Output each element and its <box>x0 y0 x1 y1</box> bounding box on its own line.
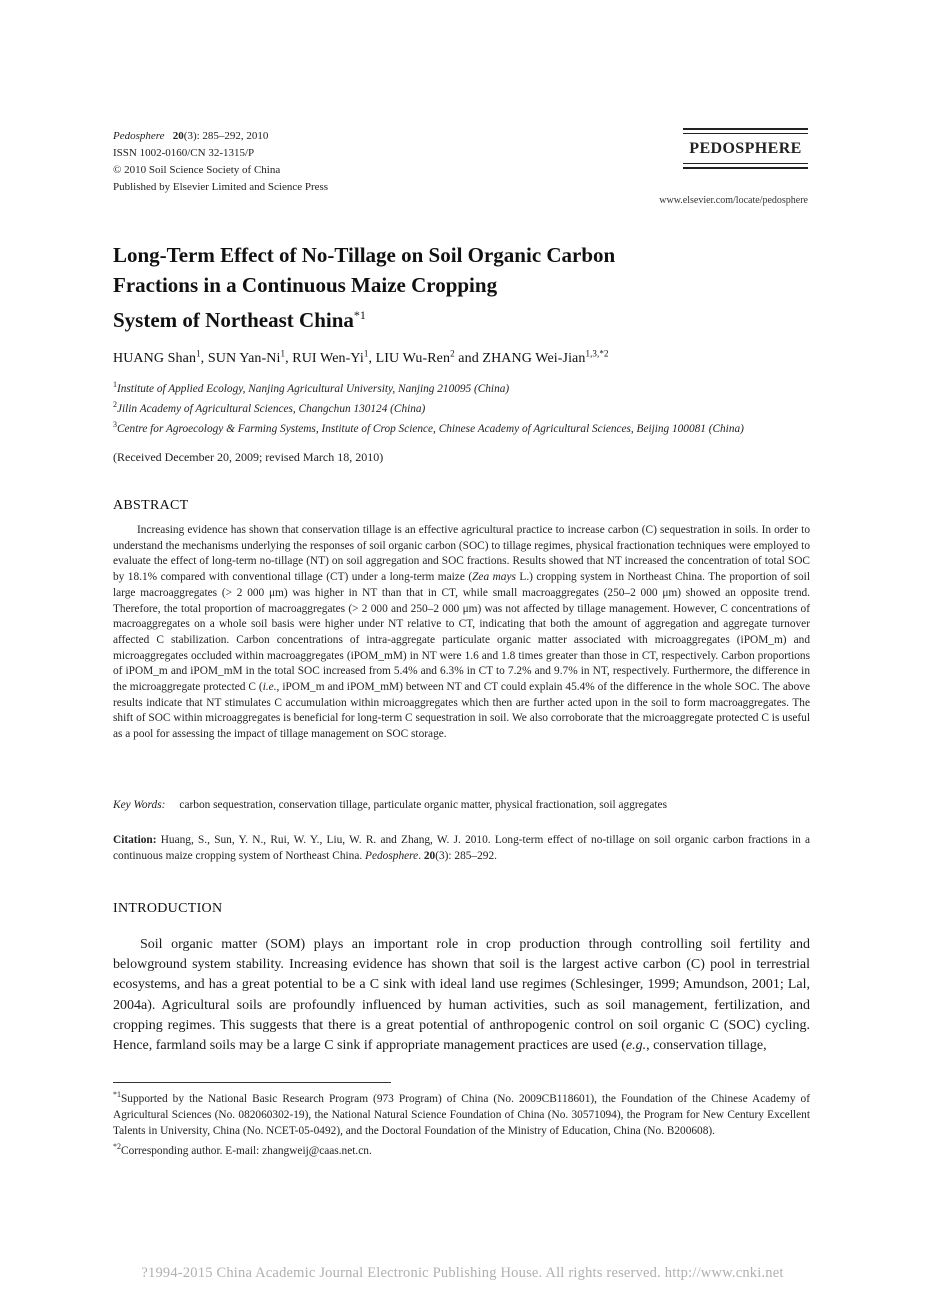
keywords-text: carbon sequestration, conservation tillage, particulate organic matter, physical fractionation, soil aggregates <box>179 799 667 811</box>
introduction-text: Soil organic matter (SOM) plays an important role in crop production through controlling soil fertility and belowground system stability. Increasing evidence has shown that soil is the largest active carbon (C) pool in terrestrial ecosystems, and has a great potential to be a C sink with ideal land use regimes (Schlesinger, 1999; Amundson, 2001; Lal, 2004a). Agricultural soils are profoundly influenced by human activities, such as soil management, fertilization, and cropping regimes. This suggests that there is a great potential of anthropogenic control on soil organic C (SOC) cycling. Hence, farmland soils may be a large C sink if appropriate management practices are used ( <box>113 937 810 1054</box>
citation-separator: . <box>418 850 424 862</box>
author-separator: , <box>285 350 293 366</box>
author-separator: and <box>454 350 483 366</box>
footnotes <box>113 1087 810 1159</box>
journal-logo <box>683 128 808 172</box>
abstract-text-1: Increasing evidence has shown that conservation tillage is an effective agricultural practice to increase carbon (C) sequestration in soils. In order to understand the mechanisms underlying the responses of soil organic carbon (SOC) to tillage regimes, physical fractionation techniques were employed to evaluate the effect of long-term no-tillage (NT) on soil aggregation and SOC fractions. Results showed that NT increased the concentration of total SOC by 18.1% compared with conventional tillage (CT) under a long-term maize ( <box>113 524 810 584</box>
affiliation-number: 1 <box>113 380 117 389</box>
author <box>113 348 208 366</box>
logo-text: PEDOSPHERE <box>689 140 802 157</box>
logo-rule-top-thin <box>683 133 808 134</box>
abstract-species: Zea mays <box>472 571 516 584</box>
author-list <box>113 348 609 367</box>
author-separator: , <box>200 350 208 366</box>
citation-pages: (3): 285–292. <box>435 850 497 862</box>
citation-volume: 20 <box>423 850 436 862</box>
affiliation-number: 2 <box>113 399 117 409</box>
affiliation <box>113 377 810 397</box>
author-affil-mark: 2 <box>450 348 455 358</box>
citation-text: Huang, S., Sun, Y. N., Rui, W. Y., Liu, W. R. and Zhang, W. J. 2010. Long-term effect of no-tillage on soil organic carbon fractions in a continuous maize cropping system of Northeast China. <box>113 834 810 862</box>
author-affil-mark: 1 <box>280 348 286 358</box>
author-affil-mark: 1 <box>196 348 201 358</box>
author-name: SUN Yan-Ni <box>207 350 281 366</box>
affiliation-number: 3 <box>113 419 117 429</box>
logo-rule-bottom <box>683 167 808 169</box>
title-footnote-mark[interactable]: *1 <box>353 308 366 322</box>
title-line-3 <box>113 300 810 335</box>
introduction-eg: e.g. <box>625 1038 647 1054</box>
author-name: HUANG Shan <box>113 350 197 366</box>
affiliation-text: Institute of Applied Ecology, Nanjing Agricultural University, Nanjing 210095 (China) <box>117 382 510 395</box>
footnote-text: Supported by the National Basic Research Program (973 Program) of China (No. 2009CB118601), the Foundation of the Chinese Academy of Agricultural Sciences (No. 082060302-19), the National Natural Science Foundation of China (No. 30571094), the Program for New Century Excellent Talents in University, China (No. NCET-05-0492), and the Doctoral Foundation of the Ministry of Education, China (No. B200608). <box>113 1092 810 1137</box>
affiliation <box>113 397 810 417</box>
affiliation-list <box>113 377 810 436</box>
citation <box>113 832 810 864</box>
journal-copyright: © 2010 Soil Science Society of China <box>113 164 281 176</box>
abstract-ie: i.e. <box>262 681 277 694</box>
author <box>375 348 483 366</box>
abstract-text-2: L.) cropping system in Northeast China. The proportion of soil large macroaggregates (> 2 000 μm) was higher in NT than that in CT, while small macroaggregates (250–2 000 μm) showed an opposite trend. Therefore, the total proportion of macroaggregates (> 2 000 and 250–2 000 μm) was not affected by tillage management. However, C concentrations of macroaggregates on a whole soil basis were higher under NT relative to CT, indicating that both the amount of aggregation and aggregate turnover affected C stabilization. Carbon concentrations of intra-aggregate particulate organic matter associated with microaggregates (iPOM_m) and microaggregates occluded within macroaggregates (iPOM_mM) in NT were 1.6 and 1.8 times greater than those in CT, respectively. Carbon proportions of iPOM_m and iPOM_mM in the total SOC increased from 5.4% and 6.3% in CT to 7.2% and 9.7% in NT, respectively. Furthermore, the difference in the microaggregate protected C ( <box>113 571 810 694</box>
citation-journal: Pedosphere <box>365 850 419 862</box>
journal-citation-line <box>113 128 328 145</box>
author-affil-mark: 1 <box>363 348 369 358</box>
keywords-label: Key Words: <box>113 799 166 811</box>
journal-issue-pages: (3): 285–292, 2010 <box>183 130 269 142</box>
citation-label: Citation: <box>113 834 157 846</box>
journal-name: Pedosphere <box>113 130 165 142</box>
received-dates: (Received December 20, 2009; revised March 18, 2010) <box>113 450 384 464</box>
journal-publisher: Published by Elsevier Limited and Science Press <box>113 181 329 193</box>
keywords <box>113 799 810 811</box>
author-name: ZHANG Wei-Jian <box>482 350 586 366</box>
abstract-text-3: , iPOM_m and iPOM_mM) between NT and CT could explain 45.4% of the difference in the whole SOC. The above results indicate that NT stimulates C accumulation within microaggregates which then are further acted upon in the soil to form macroaggregates. The shift of SOC within microaggregates is beneficial for long-term C sequestration in soil. We also corroborate that the microaggregate protected C is useful as a pool for assessing the impact of tillage management on SOC storage. <box>113 681 810 741</box>
abstract-heading: ABSTRACT <box>113 498 189 513</box>
affiliation-text: Jilin Academy of Agricultural Sciences, Changchun 130124 (China) <box>117 402 426 415</box>
author <box>207 348 293 366</box>
footnote-text: Corresponding author. E-mail: zhangweij@caas.net.cn. <box>121 1144 372 1157</box>
paper-title <box>113 240 810 335</box>
journal-volume: 20 <box>172 130 184 142</box>
title-line-3-text: System of Northeast China <box>113 308 354 332</box>
footnote-mark: *2 <box>113 1141 121 1151</box>
title-line-2: Fractions in a Continuous Maize Cropping <box>113 273 498 297</box>
footnote-rule <box>113 1082 391 1083</box>
affiliation <box>113 417 810 437</box>
author <box>482 348 609 366</box>
cnki-watermark: ?1994-2015 China Academic Journal Electronic Publishing House. All rights reserved. http://www.cnki.net <box>141 1265 784 1281</box>
author <box>292 348 376 366</box>
introduction-heading: INTRODUCTION <box>113 901 223 916</box>
footnote <box>113 1139 810 1159</box>
introduction-tail: , conservation tillage, <box>646 1038 767 1054</box>
journal-issn: ISSN 1002-0160/CN 32-1315/P <box>113 147 255 159</box>
author-name: RUI Wen-Yi <box>292 350 364 366</box>
abstract-body <box>113 523 810 743</box>
journal-url[interactable]: www.elsevier.com/locate/pedosphere <box>659 195 808 206</box>
introduction-body <box>113 935 810 1056</box>
logo-rule-top <box>683 128 808 130</box>
title-line-1: Long-Term Effect of No-Tillage on Soil Organic Carbon <box>113 243 616 267</box>
journal-info <box>113 128 328 196</box>
logo-rule-bottom-thin <box>683 163 808 164</box>
affiliation-text: Centre for Agroecology & Farming Systems, Institute of Crop Science, Chinese Academy of Agricultural Sciences, Beijing 100081 (China) <box>117 422 744 435</box>
author-name: LIU Wu-Ren <box>375 350 451 366</box>
footnote-mark: *1 <box>113 1090 121 1099</box>
footnote <box>113 1087 810 1139</box>
author-affil-mark: 1,3,*2 <box>585 348 609 358</box>
author-separator: , <box>368 350 376 366</box>
